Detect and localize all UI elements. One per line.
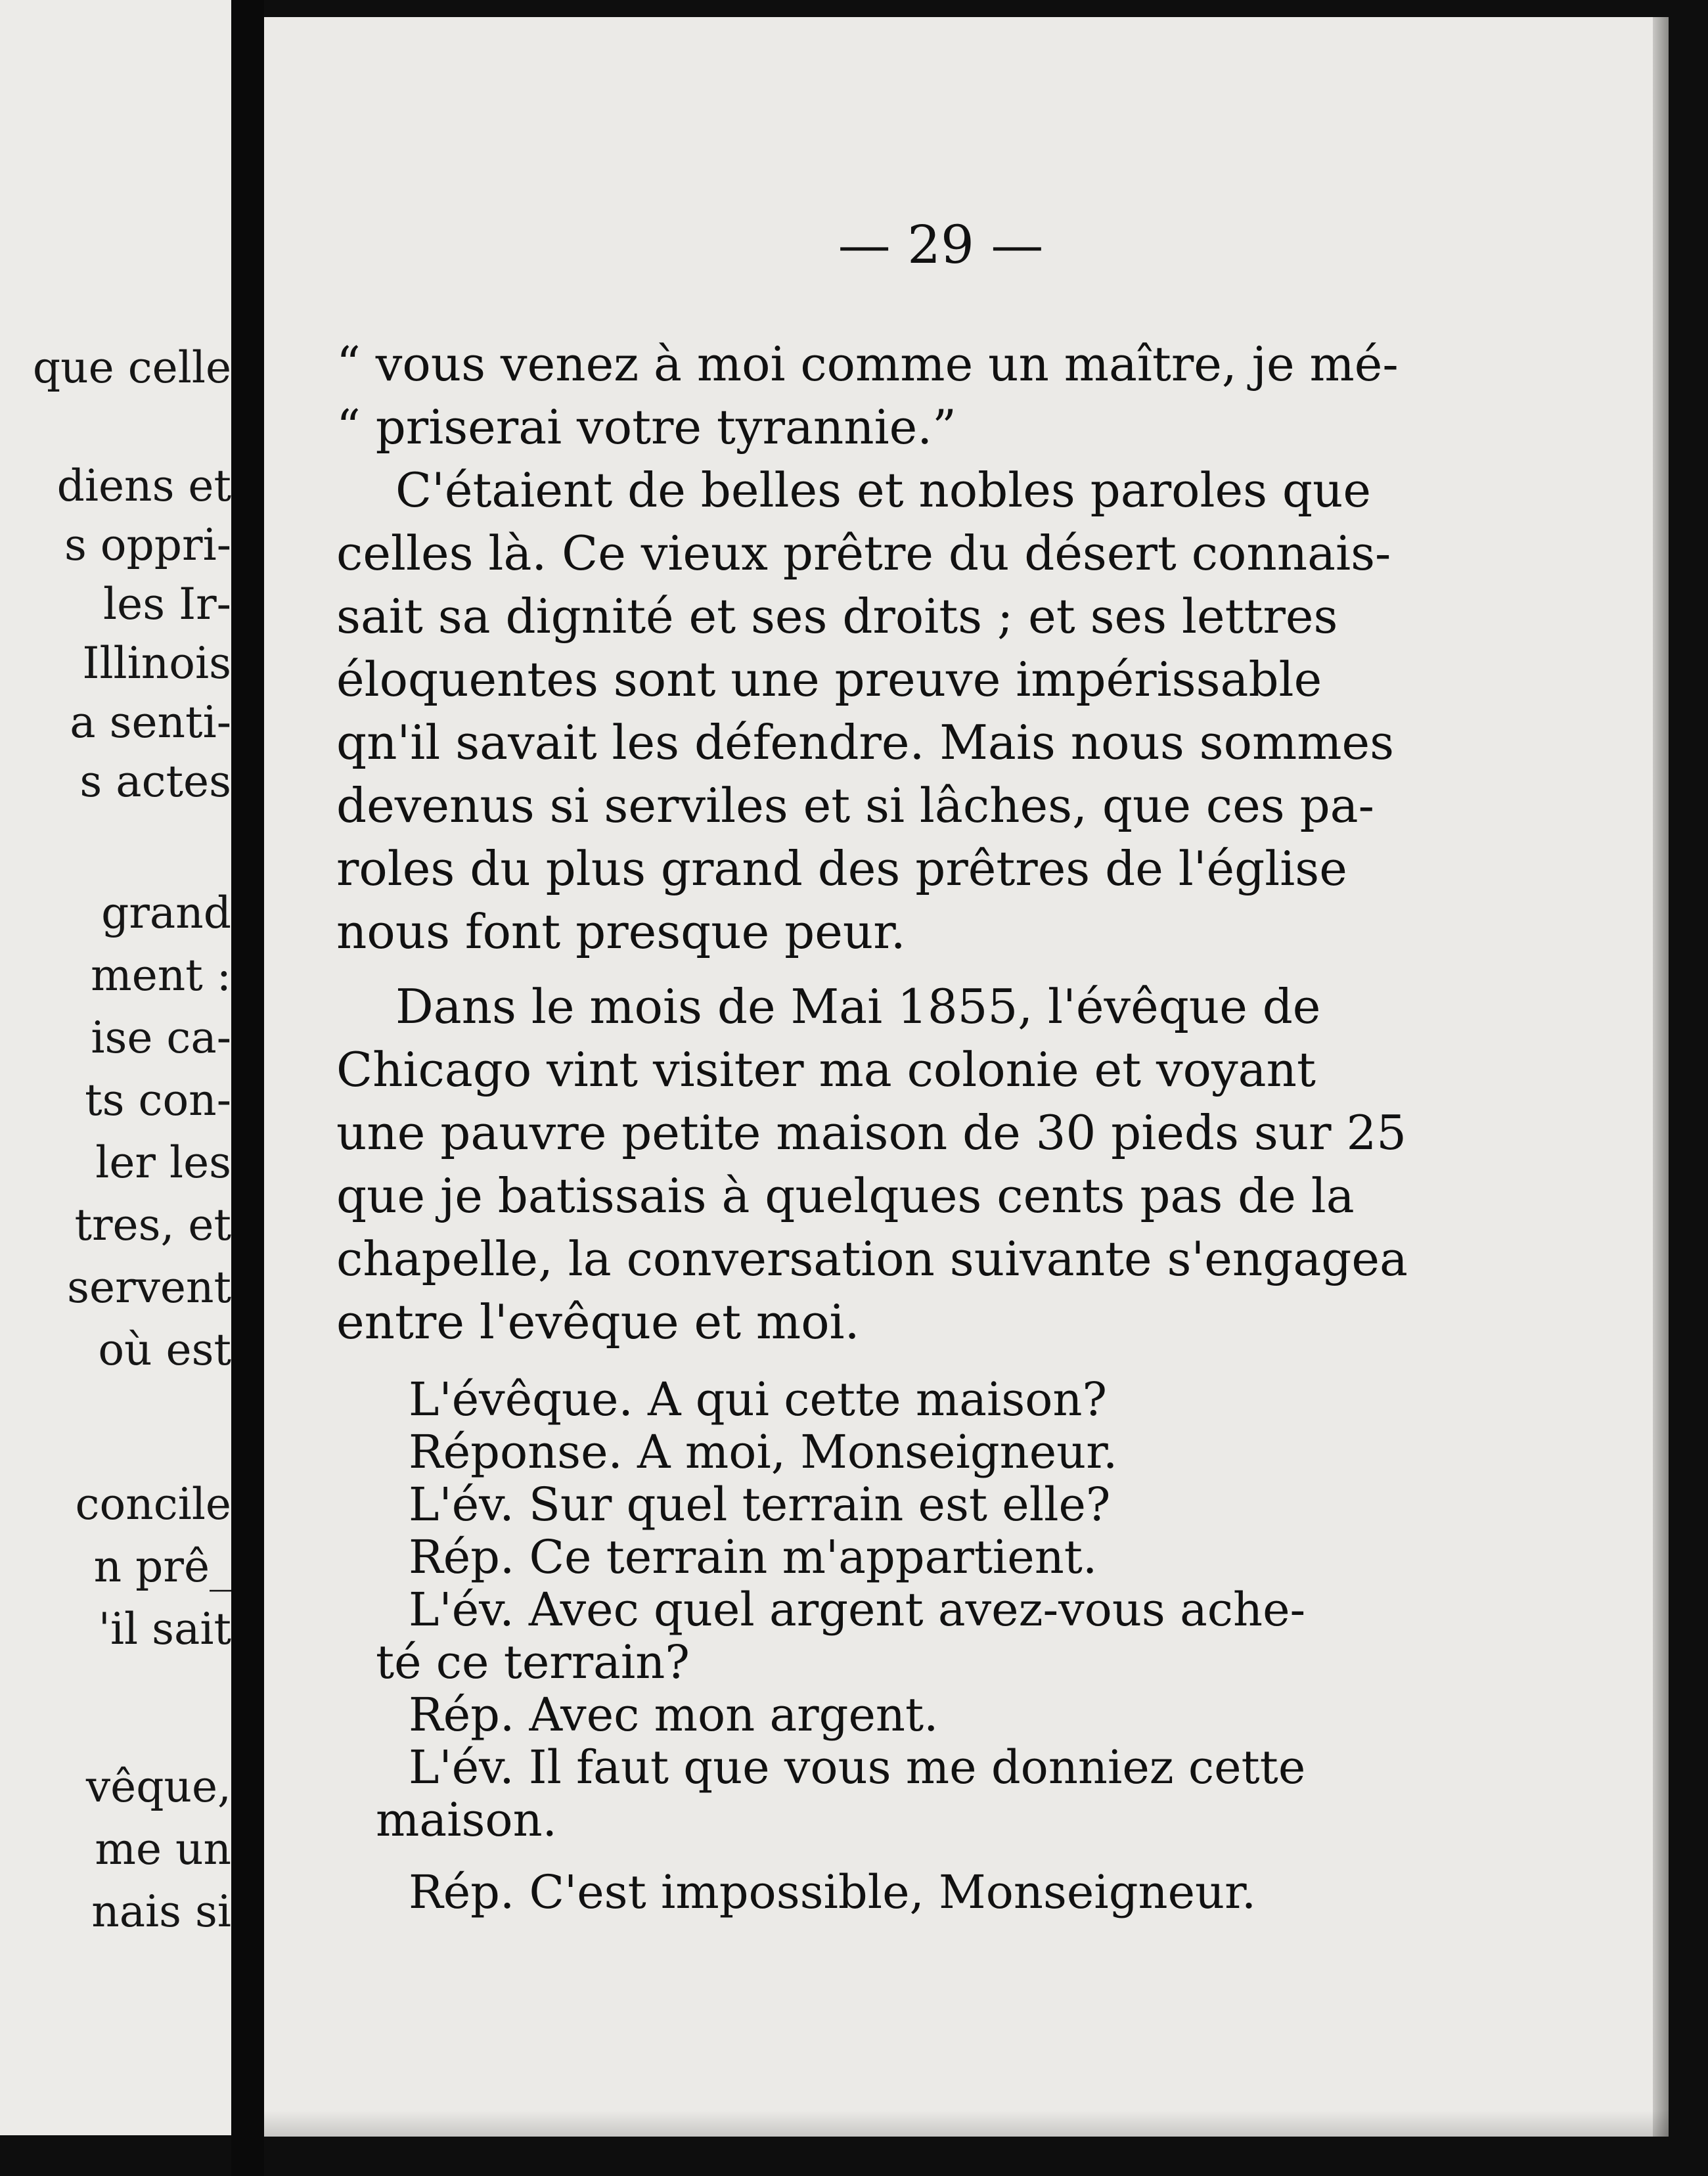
left-line: grand (101, 888, 231, 938)
dialogue-line: Rép. Ce terrain m'appartient. (409, 1530, 1098, 1584)
book-spine-gutter (231, 0, 264, 2176)
left-line: Illinois (82, 638, 231, 689)
page-number: — 29 — (838, 214, 1044, 275)
left-line: ise ca- (91, 1012, 231, 1063)
quote-line: “ priserai votre tyrannie.” (336, 399, 956, 455)
page-shadow (264, 2110, 1669, 2137)
left-line: n prê_ (93, 1541, 231, 1592)
paragraph-line: nous font presque peur. (336, 904, 906, 959)
dialogue-line: Rép. Avec mon argent. (409, 1688, 939, 1742)
dialogue-line: Rép. C'est impossible, Monseigneur. (409, 1865, 1257, 1919)
left-line: les Ir- (103, 579, 231, 629)
paragraph-line: Chicago vint visiter ma colonie et voyant (336, 1042, 1316, 1097)
dialogue-line: té ce terrain? (376, 1635, 690, 1689)
left-line: a senti- (70, 697, 231, 748)
paragraph-line: éloquentes sont une preuve impérissable (336, 652, 1322, 707)
paragraph-line: chapelle, la conversation suivante s'engagea (336, 1231, 1408, 1286)
paragraph-line: celles là. Ce vieux prêtre du désert connais- (336, 526, 1391, 581)
dialogue-line: Réponse. A moi, Monseigneur. (409, 1425, 1118, 1479)
left-line: ment : (91, 950, 231, 1001)
left-line: que celle (32, 342, 231, 393)
paragraph-line: entre l'evêque et moi. (336, 1294, 860, 1349)
page-edge (1653, 17, 1669, 2137)
left-line: ts con- (85, 1075, 231, 1125)
dialogue-line: maison. (376, 1793, 557, 1847)
left-line: ler les (95, 1137, 231, 1188)
paragraph-line: devenus si serviles et si lâches, que ces pa- (336, 778, 1374, 833)
paragraph-line: C'étaient de belles et nobles paroles que (395, 463, 1371, 518)
dialogue-line: L'év. Sur quel terrain est elle? (409, 1478, 1111, 1531)
left-line: s oppri- (64, 520, 231, 570)
left-line: me un (95, 1824, 231, 1874)
left-line: 'il sait (98, 1604, 231, 1654)
body-text (336, 332, 1630, 1918)
paragraph-line: roles du plus grand des prêtres de l'église (336, 841, 1347, 896)
left-line: vêque, (85, 1761, 231, 1812)
left-line: où est (98, 1325, 231, 1375)
left-line: concile (75, 1479, 231, 1530)
left-line: nais si (91, 1886, 231, 1937)
right-page (264, 17, 1669, 2137)
left-line: s actes (79, 756, 231, 807)
paragraph-line: qn'il savait les défendre. Mais nous sommes (336, 715, 1395, 770)
paragraph-line: une pauvre petite maison de 30 pieds sur 25 (336, 1105, 1407, 1160)
dialogue-line: L'év. Il faut que vous me donniez cette (409, 1740, 1306, 1794)
left-page-fragment (0, 0, 231, 2135)
left-line: diens et (56, 461, 231, 511)
paragraph-line: sait sa dignité et ses droits ; et ses lettres (336, 589, 1338, 644)
paragraph-line: Dans le mois de Mai 1855, l'évêque de (395, 979, 1321, 1034)
dialogue-line: L'évêque. A qui cette maison? (409, 1372, 1108, 1426)
quote-line: “ vous venez à moi comme un maître, je mé- (336, 336, 1399, 392)
left-line: tres, et (74, 1200, 231, 1250)
left-line: servent (67, 1262, 231, 1313)
paragraph-line: que je batissais à quelques cents pas de la (336, 1168, 1355, 1223)
dialogue-line: L'év. Avec quel argent avez-vous ache- (409, 1583, 1306, 1637)
